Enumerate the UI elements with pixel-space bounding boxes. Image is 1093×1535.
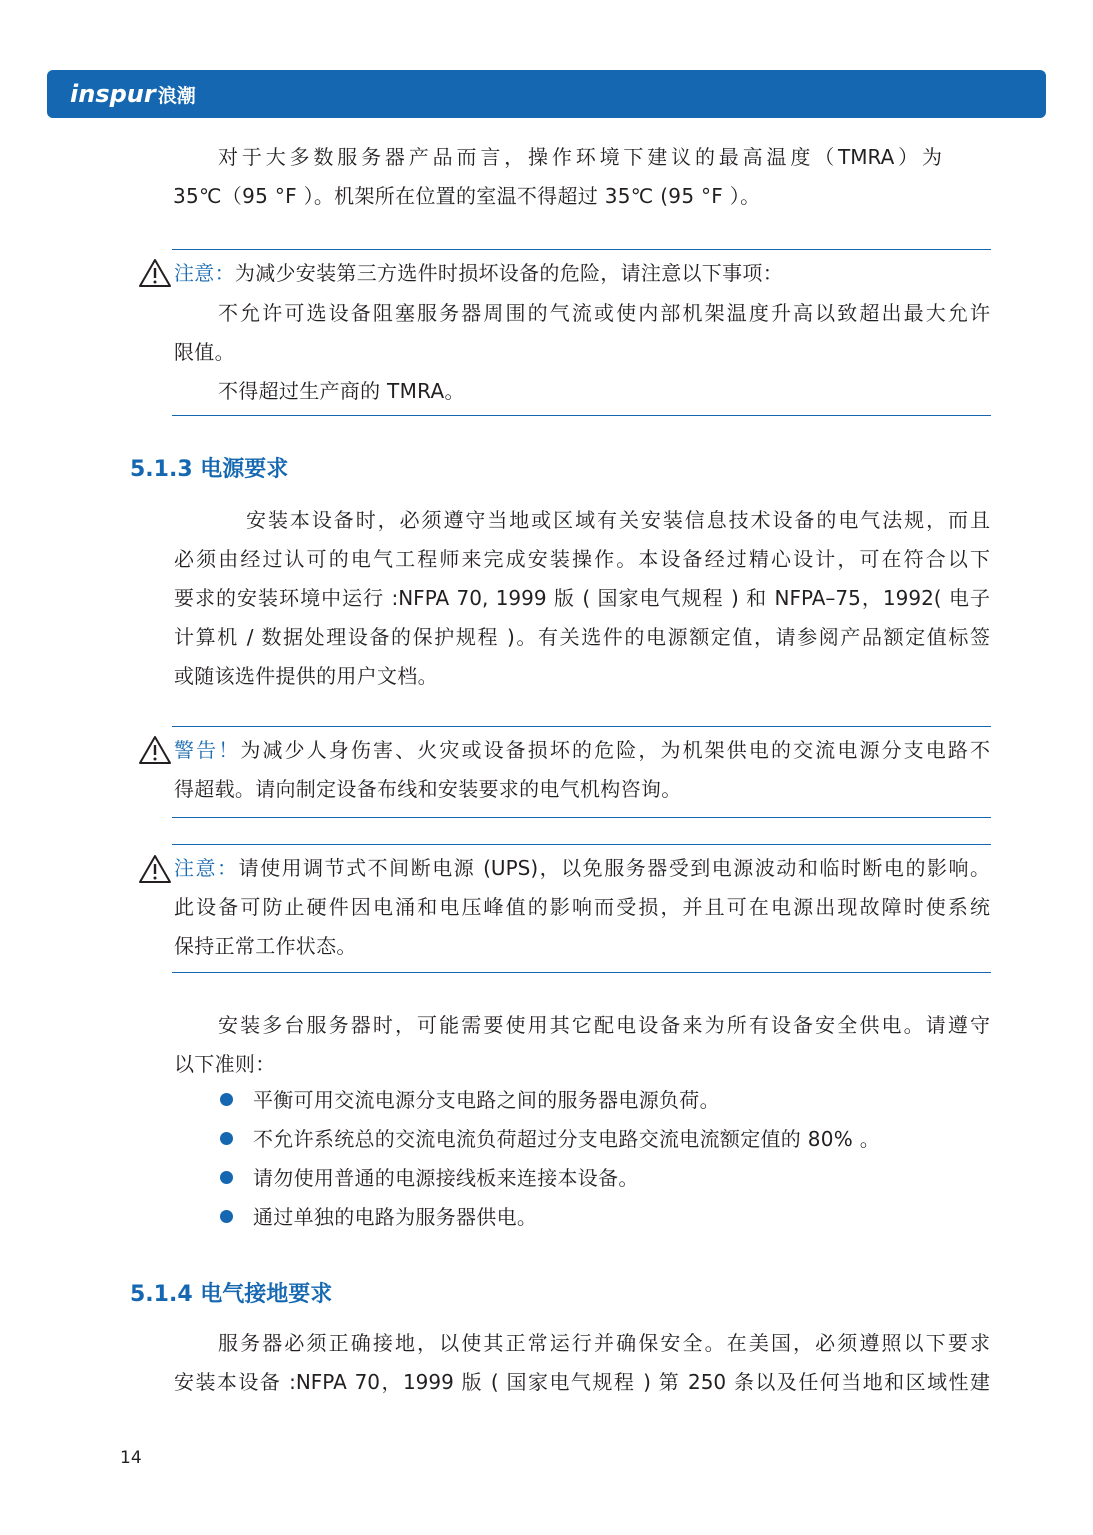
section-514-heading: 5.1.4 电气接地要求	[130, 1282, 333, 1307]
warning-line-2: 得超载。请向制定设备布线和安装要求的电气机构咨询。	[174, 777, 682, 801]
section-513-heading: 5.1.3 电源要求	[130, 457, 289, 482]
notice1-label: 注意：	[174, 261, 235, 285]
bullet-item-1: 平衡可用交流电源分支电路之间的服务器电源负荷。	[253, 1088, 720, 1112]
notice2-line-2: 此设备可防止硬件因电涌和电压峰值的影响而受损，并且可在电源出现故障时使系统	[174, 895, 990, 919]
notice1-item1-line1: 不允许可选设备阻塞服务器周围的气流或使内部机架温度升高以致超出最大允许	[218, 301, 990, 325]
header-bar	[47, 70, 1046, 118]
notice2-line-3: 保持正常工作状态。	[174, 934, 357, 958]
bullet-dot	[220, 1132, 233, 1145]
section-513-line-4: 计算机 / 数据处理设备的保护规程 )。有关选件的电源额定值，请参阅产品额定值标签	[174, 625, 990, 649]
bullet-item-2: 不允许系统总的交流电流负荷超过分支电路交流电流额定值的 80% 。	[253, 1127, 881, 1151]
section-513-line-3: 要求的安装环境中运行 :NFPA 70, 1999 版 ( 国家电气规程 ) 和 NFPA–75，1992( 电子	[174, 586, 990, 610]
notice1-item2: 不得超过生产商的 TMRA。	[218, 379, 465, 403]
notice1-bottom-rule	[172, 415, 991, 416]
intro-line-2: 35℃（95 °F ）。机架所在位置的室温不得超过 35℃ (95 °F ）。	[173, 184, 761, 208]
logo-chinese: 浪潮	[157, 84, 196, 107]
notice1-heading-line	[174, 254, 783, 292]
warning-bottom-rule	[172, 817, 991, 818]
notice1-text: 为减少安装第三方选件时损坏设备的危险，请注意以下事项：	[234, 261, 784, 285]
warning-triangle-icon	[138, 735, 172, 765]
bullet-item-4: 通过单独的电路为服务器供电。	[253, 1205, 538, 1229]
bullet-dot	[220, 1093, 233, 1106]
bullet-dot	[220, 1171, 233, 1184]
bullet-dot	[220, 1210, 233, 1223]
notice1-top-rule	[172, 249, 991, 250]
warning-text: 为减少人身伤害、火灾或设备损坏的危险，为机架供电的交流电源分支电路不	[240, 738, 991, 762]
notice2-top-rule	[172, 844, 991, 845]
notice2-bottom-rule	[172, 972, 991, 973]
multi-server-line-2: 以下准则：	[174, 1052, 276, 1076]
intro-line-1: 对于大多数服务器产品而言，操作环境下建议的最高温度（TMRA）为	[218, 145, 942, 169]
warning-triangle-icon	[138, 854, 172, 884]
warning-label: 警告！	[174, 738, 241, 762]
warning-top-rule	[172, 726, 991, 727]
section-514-line-2: 安装本设备 :NFPA 70，1999 版 ( 国家电气规程 ) 第 250 条以及任何当地和区域性建	[174, 1370, 990, 1394]
warning-triangle-icon	[138, 258, 172, 288]
inspur-logo	[70, 78, 196, 110]
page-number: 14	[120, 1448, 142, 1468]
bullet-item-3: 请勿使用普通的电源接线板来连接本设备。	[253, 1166, 639, 1190]
warning-line-1	[174, 731, 990, 770]
section-513-line-2: 必须由经过认可的电气工程师来完成安装操作。本设备经过精心设计，可在符合以下	[174, 547, 990, 571]
notice2-line-1	[174, 849, 990, 888]
notice2-label: 注意：	[174, 856, 239, 880]
notice2-text: 请使用调节式不间断电源 (UPS)，以免服务器受到电源波动和临时断电的影响。	[238, 856, 991, 880]
section-513-line-5: 或随该选件提供的用户文档。	[174, 664, 438, 688]
notice1-item1-line2: 限值。	[174, 340, 235, 364]
multi-server-line-1: 安装多台服务器时，可能需要使用其它配电设备来为所有设备安全供电。请遵守	[218, 1013, 990, 1037]
section-513-line-1: 安装本设备时，必须遵守当地或区域有关安装信息技术设备的电气法规，而且	[246, 508, 990, 532]
section-514-line-1: 服务器必须正确接地，以使其正常运行并确保安全。在美国，必须遵照以下要求	[218, 1331, 990, 1355]
logo-wordmark: inspur	[70, 80, 156, 108]
